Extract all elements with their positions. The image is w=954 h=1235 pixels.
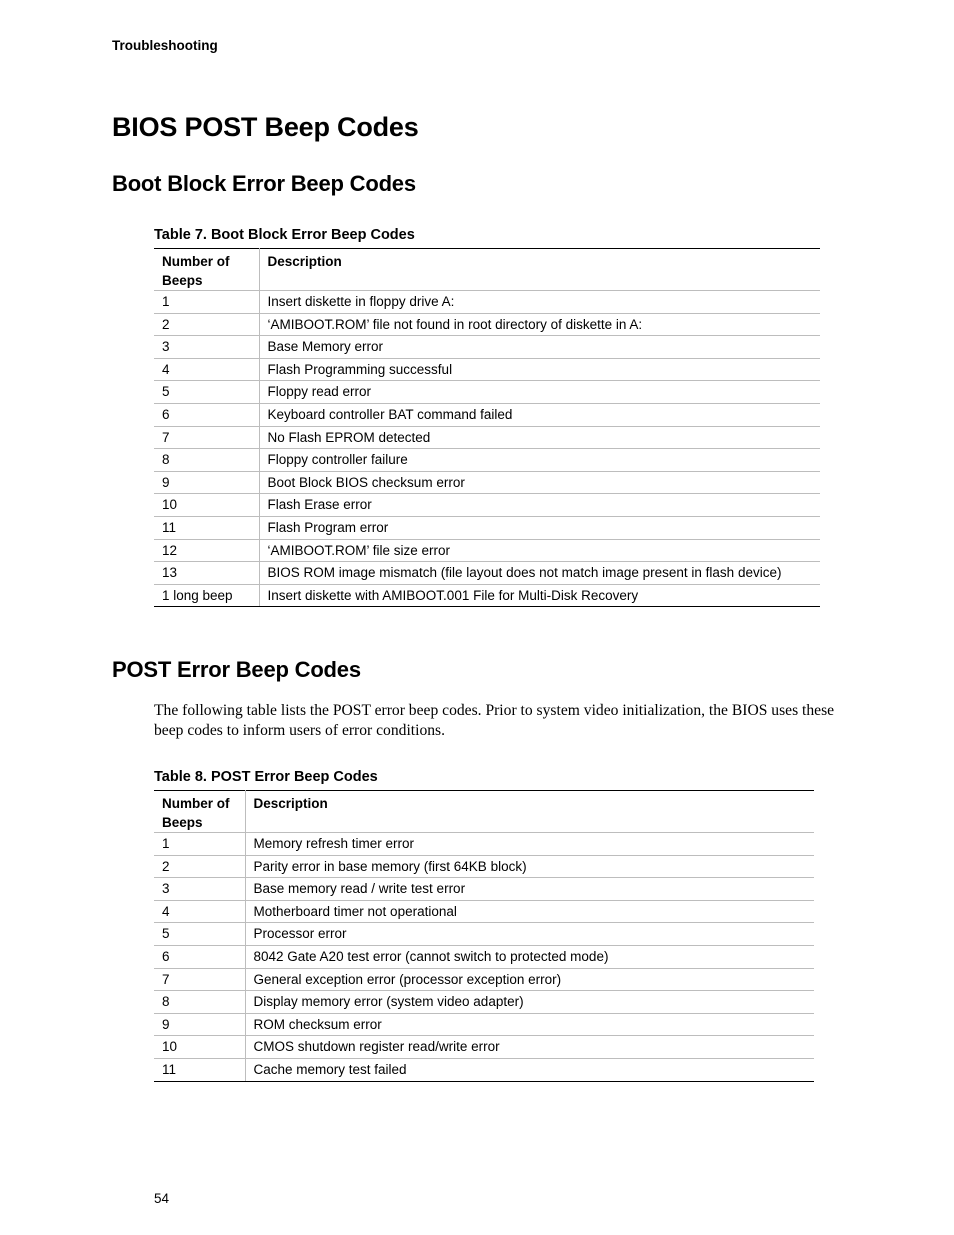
table-header-row: [154, 791, 814, 833]
intro-paragraph: The following table lists the POST error beep codes. Prior to system video initialization, the BIOS uses these beep codes to inform users of error conditions.: [154, 702, 835, 739]
table-row: [154, 313, 820, 336]
beep-count: 7: [154, 426, 259, 449]
table-row: [154, 449, 820, 472]
table-row: [154, 539, 820, 562]
beep-description: Display memory error (system video adapter): [245, 991, 814, 1014]
beep-count: 7: [154, 968, 245, 991]
beep-description: BIOS ROM image mismatch (file layout does not match image present in flash device): [259, 562, 820, 585]
table-row: [154, 1013, 814, 1036]
beep-description: Parity error in base memory (first 64KB block): [245, 855, 814, 878]
table-row: [154, 494, 820, 517]
beep-count: 13: [154, 562, 259, 585]
beep-count: 2: [154, 855, 245, 878]
beep-count: 8: [154, 449, 259, 472]
table-row: [154, 945, 814, 968]
post-error-heading: POST Error Beep Codes: [112, 657, 361, 682]
table-row: [154, 991, 814, 1014]
beep-count: 5: [154, 381, 259, 404]
table-row: [154, 336, 820, 359]
beep-description: CMOS shutdown register read/write error: [245, 1036, 814, 1059]
column-header-description: Description: [267, 254, 342, 269]
table-7-caption: Table 7. Boot Block Error Beep Codes: [154, 227, 415, 243]
beep-description: Boot Block BIOS checksum error: [259, 471, 820, 494]
beep-description: Memory refresh timer error: [245, 833, 814, 856]
table-row: [154, 358, 820, 381]
table-row: [154, 855, 814, 878]
beep-description: Flash Program error: [259, 516, 820, 539]
beep-count: 9: [154, 471, 259, 494]
beep-count: 11: [154, 516, 259, 539]
table-row: [154, 584, 820, 607]
table-row: [154, 900, 814, 923]
beep-count: 9: [154, 1013, 245, 1036]
beep-description: Insert diskette with AMIBOOT.001 File for Multi-Disk Recovery: [259, 584, 820, 607]
beep-count: 1 long beep: [154, 584, 259, 607]
column-header-beeps: Number of Beeps: [154, 791, 245, 833]
beep-description: Base Memory error: [259, 336, 820, 359]
beep-count: 4: [154, 358, 259, 381]
beep-count: 4: [154, 900, 245, 923]
beep-description: Keyboard controller BAT command failed: [259, 403, 820, 426]
beep-count: 5: [154, 923, 245, 946]
beep-count: 3: [154, 878, 245, 901]
running-header: Troubleshooting: [112, 38, 218, 53]
beep-description: Processor error: [245, 923, 814, 946]
table-row: [154, 1058, 814, 1081]
beep-description: ROM checksum error: [245, 1013, 814, 1036]
beep-count: 6: [154, 945, 245, 968]
beep-description: No Flash EPROM detected: [259, 426, 820, 449]
beep-description: Insert diskette in floppy drive A:: [259, 291, 820, 314]
table-8-caption: Table 8. POST Error Beep Codes: [154, 769, 378, 785]
beep-count: 8: [154, 991, 245, 1014]
table-row: [154, 878, 814, 901]
page-number: 54: [154, 1191, 170, 1206]
beep-count: 2: [154, 313, 259, 336]
beep-description: 8042 Gate A20 test error (cannot switch to protected mode): [245, 945, 814, 968]
table-row: [154, 516, 820, 539]
beep-description: Motherboard timer not operational: [245, 900, 814, 923]
table-row: [154, 562, 820, 585]
beep-count: 11: [154, 1058, 245, 1081]
beep-count: 1: [154, 291, 259, 314]
table-row: [154, 381, 820, 404]
beep-count: 3: [154, 336, 259, 359]
table-header-row: [154, 249, 820, 291]
table-row: [154, 403, 820, 426]
beep-description: Flash Erase error: [259, 494, 820, 517]
page-title: BIOS POST Beep Codes: [112, 112, 419, 142]
beep-description: Base memory read / write test error: [245, 878, 814, 901]
beep-description: Floppy controller failure: [259, 449, 820, 472]
beep-count: 10: [154, 1036, 245, 1059]
beep-description: ‘AMIBOOT.ROM’ file size error: [259, 539, 820, 562]
table-row: [154, 471, 820, 494]
beep-count: 12: [154, 539, 259, 562]
beep-description: ‘AMIBOOT.ROM’ file not found in root directory of diskette in A:: [259, 313, 820, 336]
beep-count: 6: [154, 403, 259, 426]
beep-count: 1: [154, 833, 245, 856]
table-row: [154, 291, 820, 314]
beep-description: Flash Programming successful: [259, 358, 820, 381]
table-row: [154, 923, 814, 946]
beep-description: General exception error (processor exception error): [245, 968, 814, 991]
column-header-beeps: Number of Beeps: [154, 249, 259, 291]
column-header-description: Description: [253, 796, 328, 811]
table-row: [154, 1036, 814, 1059]
post-error-beep-table: [154, 790, 814, 1082]
table-row: [154, 968, 814, 991]
boot-block-heading: Boot Block Error Beep Codes: [112, 171, 416, 196]
boot-block-beep-table: [154, 248, 820, 607]
beep-count: 10: [154, 494, 259, 517]
table-row: [154, 426, 820, 449]
beep-description: Floppy read error: [259, 381, 820, 404]
table-row: [154, 833, 814, 856]
beep-description: Cache memory test failed: [245, 1058, 814, 1081]
